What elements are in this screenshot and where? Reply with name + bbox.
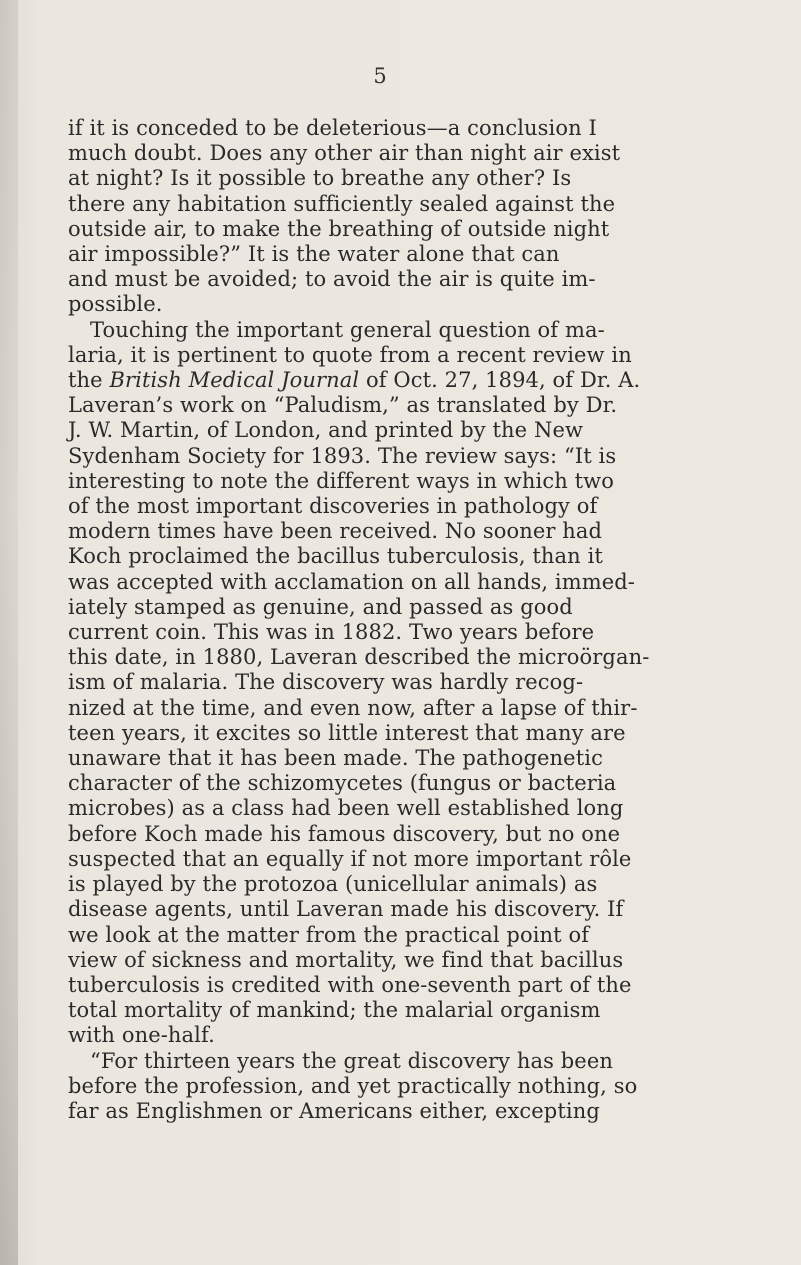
text-line: interesting to note the different ways in which two [68,468,614,493]
text-line: microbes) as a class had been well established long [68,796,624,821]
text-line: this date, in 1880, Laveran described the microörgan- [68,645,650,670]
text-line: current coin. This was in 1882. Two years before [68,620,595,645]
text-line: Koch proclaimed the bacillus tuberculosis, than it [68,544,603,569]
text-line: at night? Is it possible to breathe any other? Is [68,166,572,191]
text-line: “For thirteen years the great discovery has been [90,1048,613,1073]
body-text [68,116,728,1124]
text-line: there any habitation sufficiently sealed against the [68,191,616,216]
page-number: 5 [373,64,387,88]
text-line: air impossible?” It is the water alone that can [68,242,560,267]
text-line [68,368,728,393]
text-line: unaware that it has been made. The pathogenetic [68,746,603,771]
text-line: teen years, it excites so little interest that many are [68,720,626,745]
text-line: suspected that an equally if not more important rôle [68,846,632,871]
text-segment: of Oct. 27, 1894, of Dr. A. [359,368,641,393]
page-edge-shadow [0,0,18,1265]
text-line: disease agents, until Laveran made his discovery. If [68,897,624,922]
text-line: outside air, to make the breathing of outside night [68,216,610,241]
text-line: before the profession, and yet practically nothing, so [68,1073,638,1098]
text-line: possible. [68,292,163,317]
text-line: Touching the important general question of ma- [90,317,605,342]
text-line: far as Englishmen or Americans either, excepting [68,1098,600,1123]
text-line: with one-half. [68,1023,215,1048]
text-line: ism of malaria. The discovery was hardly recog- [68,670,584,695]
text-line: laria, it is pertinent to quote from a recent review in [68,342,632,367]
text-segment: the [68,368,110,393]
text-line: view of sickness and mortality, we find that bacillus [68,947,624,972]
text-line: before Koch made his famous discovery, but no one [68,821,621,846]
text-line: character of the schizomycetes (fungus or bacteria [68,771,617,796]
text-line: and must be avoided; to avoid the air is quite im- [68,267,596,292]
text-line: nized at the time, and even now, after a lapse of thir- [68,695,638,720]
journal-title: British Medical Journal [109,368,360,393]
text-line: Laveran’s work on “Paludism,” as translated by Dr. [68,393,618,418]
text-line: Sydenham Society for 1893. The review says: “It is [68,443,617,468]
text-line: if it is conceded to be deleterious—a conclusion I [68,116,597,140]
text-line: we look at the matter from the practical point of [68,922,590,947]
text-line: tuberculosis is credited with one-seventh part of the [68,972,632,997]
text-line: J. W. Martin, of London, and printed by the New [68,418,584,443]
text-line: was accepted with acclamation on all hands, immed- [68,569,636,594]
text-line: total mortality of mankind; the malarial organism [68,998,601,1023]
text-line: of the most important discoveries in pathology of [68,494,598,519]
text-line: much doubt. Does any other air than night air exist [68,141,621,166]
text-line: modern times have been received. No sooner had [68,519,603,544]
text-line: is played by the protozoa (unicellular animals) as [68,872,598,897]
text-line: iately stamped as genuine, and passed as good [68,594,573,619]
